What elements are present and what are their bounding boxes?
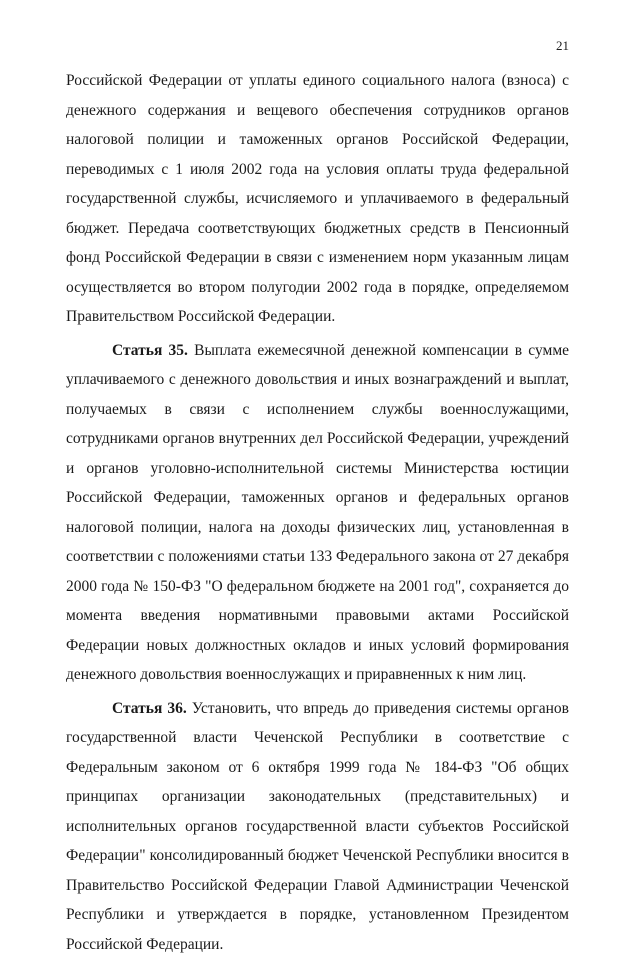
article-36-heading: Статья 36. <box>112 699 187 717</box>
paragraph-article-36 <box>66 694 569 960</box>
page-number: 21 <box>556 38 569 53</box>
paragraph-article-35 <box>66 336 569 690</box>
paragraph-text: Установить, что впредь до приведения системы органов государственной власти Чеченской Республики в соответствие с Федеральным законом от 6 октября 1999 года № 184-ФЗ "Об общих принципах организации законодательных (представительных) и исполнительных органов государственной власти субъектов Российской Федерации" консолидированный бюджет Чеченской Республики вносится в Правительство Российской Федерации Главой Администрации Чеченской Республики и утверждается в порядке, установленном Президентом Российской Федерации. <box>66 699 570 953</box>
paragraph-continuation <box>66 66 569 332</box>
document-body <box>66 66 569 963</box>
paragraph-text: Выплата ежемесячной денежной компенсации в сумме уплачиваемого с денежного довольствия и иных вознаграждений и выплат, получаемых в связи с исполнением службы военнослужащими, сотрудниками органов внутренних дел Российской Федерации, учреждений и органов уголовно-исполнительной системы Министерства юстиции Российской Федерации, таможенных органов и федеральных органов налоговой полиции, налога на доходы физических лиц, установленная в соответствии с положениями статьи 133 Федерального закона от 27 декабря 2000 года № 150-ФЗ "О федеральном бюджете на 2001 год", сохраняется до момента введения нормативными правовыми актами Российской Федерации новых должностных окладов и иных условий формирования денежного довольствия военнослужащих и приравненных к ним лиц. <box>66 341 570 683</box>
article-35-heading: Статья 35. <box>112 341 188 359</box>
paragraph-text: Российской Федерации от уплаты единого социального налога (взноса) с денежного содержания и вещевого обеспечения сотрудников органов налоговой полиции и таможенных органов Российской Федерации, переводимых с 1 июля 2002 года на условия оплаты труда федеральной государственной службы, исчисляемого и уплачиваемого в федеральный бюджет. Передача соответствующих бюджетных средств в Пенсионный фонд Российской Федерации в связи с изменением норм указанным лицам осуществляется во втором полугодии 2002 года в порядке, определяемом Правительством Российской Федерации. <box>66 72 569 325</box>
